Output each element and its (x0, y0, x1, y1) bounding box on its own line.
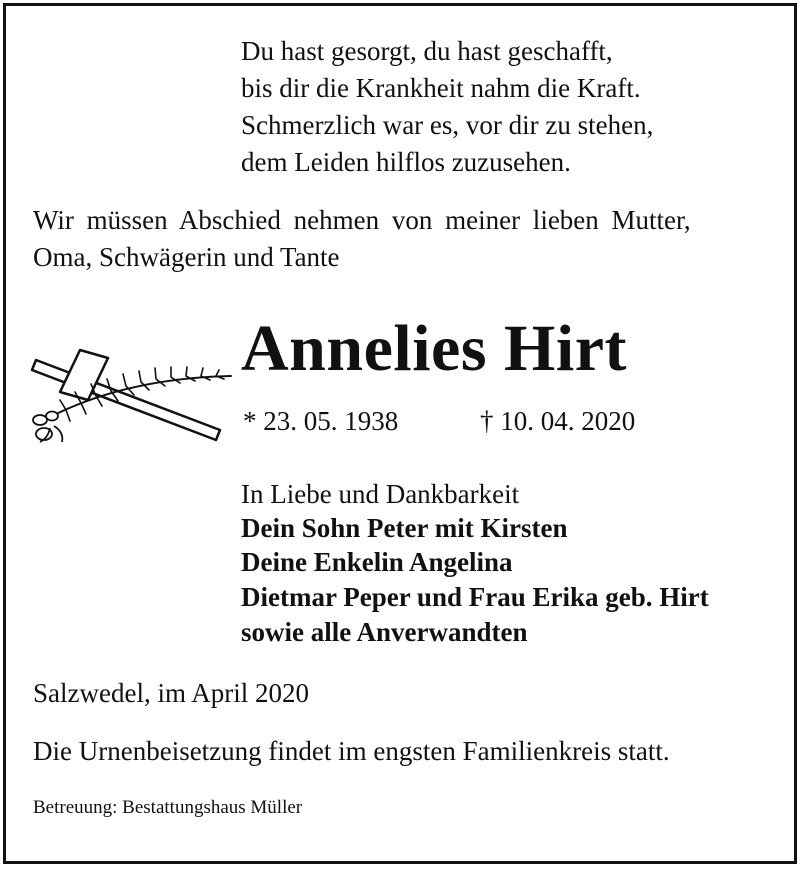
place-date: Salzwedel, im April 2020 (33, 678, 309, 708)
poem-line: Du hast gesorgt, du hast geschafft, (241, 36, 613, 66)
mourner-line: Deine Enkelin Angelina (241, 547, 513, 577)
intro-line: Wir müssen Abschied nehmen von meiner lieben Mutter, (33, 205, 691, 235)
poem-line: dem Leiden hilflos zuzusehen. (241, 147, 571, 177)
cross-with-palm-branch-icon (26, 348, 240, 450)
funeral-home-credit: Betreuung: Bestattungshaus Müller (33, 797, 303, 818)
burial-note: Die Urnenbeisetzung findet im engsten Familienkreis statt. (33, 736, 670, 766)
mourner-line: Dietmar Peper und Frau Erika geb. Hirt (241, 582, 709, 612)
poem-line: bis dir die Krankheit nahm die Kraft. (241, 73, 641, 103)
birth-date: * 23. 05. 1938 (243, 406, 399, 436)
intro-line: Oma, Schwägerin und Tante (33, 242, 340, 272)
mourners-opening: In Liebe und Dankbarkeit (241, 479, 520, 509)
mourner-line: Dein Sohn Peter mit Kirsten (241, 513, 568, 543)
death-date: † 10. 04. 2020 (480, 406, 636, 436)
poem-line: Schmerzlich war es, vor dir zu stehen, (241, 110, 654, 140)
mourner-line: sowie alle Anverwandten (241, 617, 528, 647)
deceased-name: Annelies Hirt (241, 312, 627, 385)
